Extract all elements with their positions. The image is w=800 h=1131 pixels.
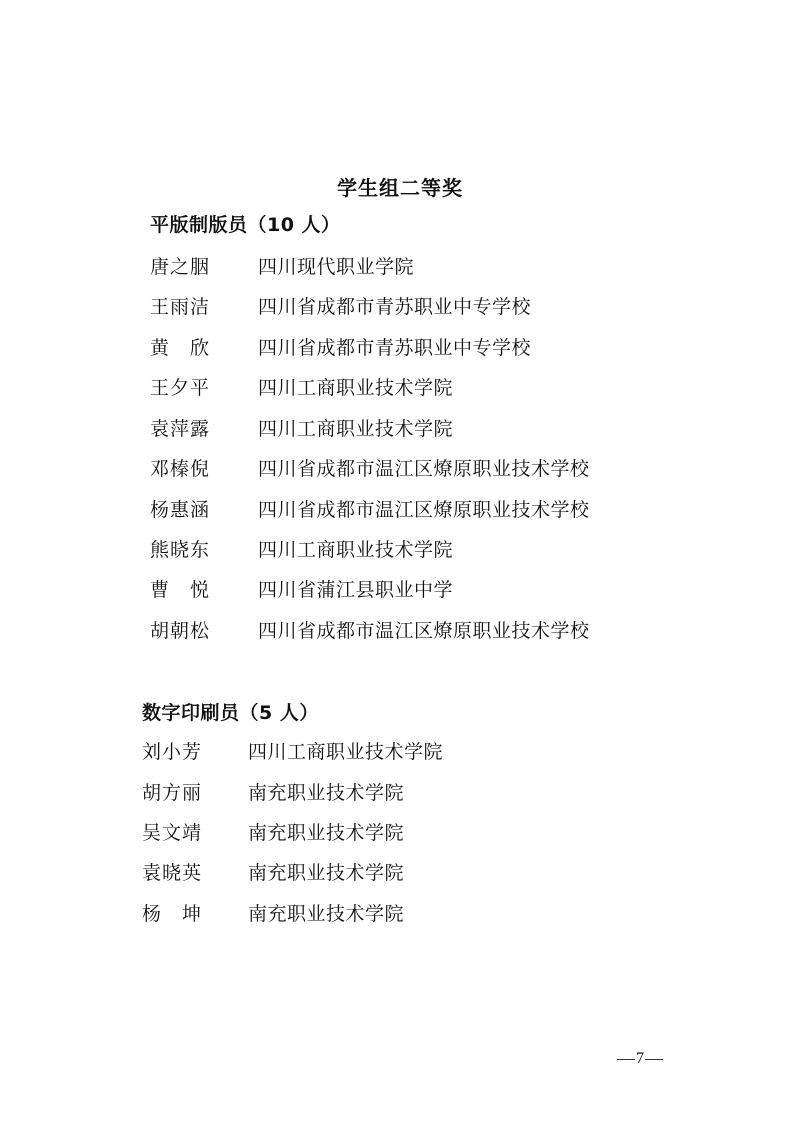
list-item	[150, 454, 670, 484]
list-item	[150, 535, 670, 565]
list-item	[150, 252, 670, 282]
winner-school: 四川省成都市温江区燎原职业技术学校	[258, 458, 590, 480]
winner-school: 南充职业技术学院	[248, 782, 405, 804]
winner-school: 四川省蒲江县职业中学	[258, 579, 454, 601]
winner-school: 四川省成都市青苏职业中专学校	[258, 337, 532, 359]
list-item	[150, 575, 670, 605]
list-item	[150, 616, 670, 646]
list-item	[142, 737, 542, 767]
section-heading-digital-printing: 数字印刷员（5 人）	[142, 702, 319, 724]
list-item	[150, 495, 670, 525]
winner-name: 袁萍露	[150, 418, 211, 440]
dash-right	[645, 1059, 663, 1060]
list-item	[142, 778, 542, 808]
list-item	[142, 858, 542, 888]
winner-name: 王雨洁	[150, 296, 211, 318]
winner-name: 邓榛倪	[150, 458, 211, 480]
winner-name: 唐之胭	[150, 256, 211, 278]
list-item	[150, 333, 670, 363]
winner-name: 袁晓英	[142, 862, 203, 884]
winner-school: 南充职业技术学院	[248, 903, 405, 925]
winner-school: 四川工商职业技术学院	[248, 741, 444, 763]
winner-name: 王夕平	[150, 377, 211, 399]
winner-name: 胡朝松	[150, 620, 211, 642]
winner-school: 南充职业技术学院	[248, 822, 405, 844]
winner-name: 胡方丽	[142, 782, 203, 804]
list-item	[150, 292, 670, 322]
winner-name: 刘小芳	[142, 741, 203, 763]
winner-name: 杨惠涵	[150, 499, 211, 521]
winner-school: 四川工商职业技术学院	[258, 539, 454, 561]
winner-school: 四川现代职业学院	[258, 256, 415, 278]
page-number-value: 7	[636, 1050, 644, 1067]
winner-school: 南充职业技术学院	[248, 862, 405, 884]
list-item	[150, 414, 670, 444]
section-heading-platemaking: 平版制版员（10 人）	[150, 214, 341, 236]
winner-name: 杨 坤	[142, 903, 203, 925]
winner-name: 吴文靖	[142, 822, 203, 844]
list-item	[142, 899, 542, 929]
list-item	[150, 373, 670, 403]
winner-school: 四川省成都市青苏职业中专学校	[258, 296, 532, 318]
dash-left	[617, 1059, 635, 1060]
page-number	[616, 1050, 664, 1068]
winner-school: 四川工商职业技术学院	[258, 377, 454, 399]
list-item	[142, 818, 542, 848]
winner-school: 四川省成都市温江区燎原职业技术学校	[258, 620, 590, 642]
winner-name: 熊晓东	[150, 539, 211, 561]
winner-name: 黄 欣	[150, 337, 211, 359]
winner-school: 四川省成都市温江区燎原职业技术学校	[258, 499, 590, 521]
winner-school: 四川工商职业技术学院	[258, 418, 454, 440]
winner-name: 曹 悦	[150, 579, 211, 601]
page-title: 学生组二等奖	[337, 176, 463, 200]
